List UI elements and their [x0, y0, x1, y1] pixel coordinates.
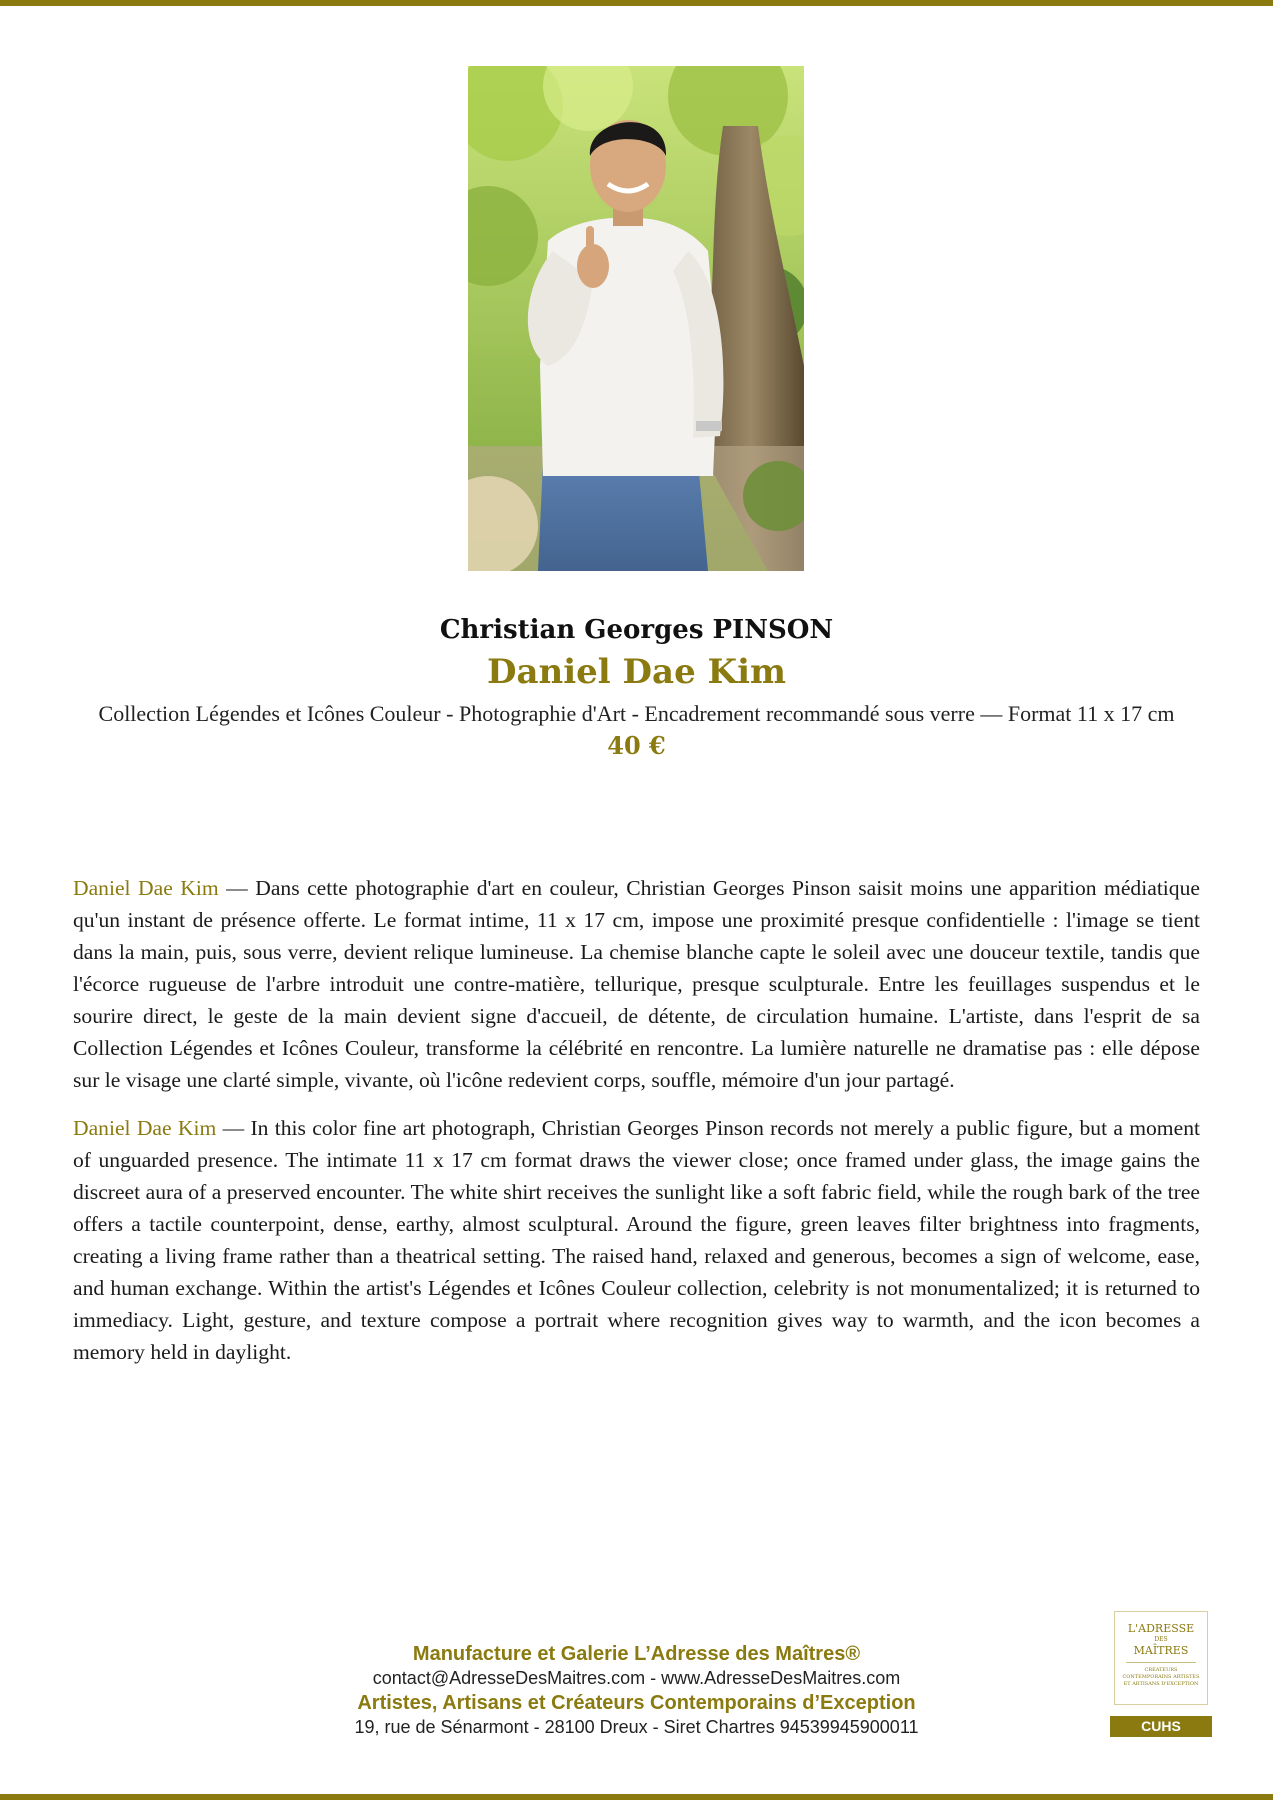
- footer-tagline: Artistes, Artisans et Créateurs Contemporains d’Exception: [357, 1692, 916, 1714]
- top-border: [0, 0, 1273, 6]
- logo-line-1: L'ADRESSE: [1127, 1622, 1195, 1635]
- footer: [240, 1641, 1033, 1739]
- logo-divider: [1126, 1662, 1196, 1663]
- artwork-photo: [468, 66, 804, 571]
- logo-badge: CUHS: [1110, 1716, 1212, 1737]
- footer-gallery-name: Manufacture et Galerie L’Adresse des Maîtres®: [412, 1643, 861, 1665]
- artwork-header: [60, 612, 1213, 762]
- artwork-title: Daniel Dae Kim: [487, 652, 786, 692]
- footer-contact[interactable]: contact@AdresseDesMaitres.com - www.AdresseDesMaitres.com: [372, 1668, 901, 1688]
- artist-name: Christian Georges PINSON: [439, 615, 834, 645]
- bottom-border: [0, 1794, 1273, 1800]
- footer-address: 19, rue de Sénarmont - 28100 Dreux - Siret Chartres 94539945900011: [354, 1717, 919, 1737]
- description-english: [73, 1112, 1200, 1368]
- description: [73, 872, 1200, 1384]
- description-french-lead: Daniel Dae Kim: [73, 876, 219, 900]
- logo-line-2: DES: [1154, 1636, 1168, 1643]
- description-english-text: — In this color fine art photograph, Christian Georges Pinson records not merely a public figure, but a moment of unguarded presence. The intimate 11 x 17 cm format draws the viewer close; once framed under glass, the image gains the discreet aura of a preserved encounter. The white shirt receives the sunlight like a soft fabric field, while the rough bark of the tree offers a tactile counterpoint, dense, earthy, almost sculptural. Around the figure, green leaves filter brightness into fragments, creating a living frame rather than a theatrical setting. The raised hand, relaxed and generous, becomes a sign of welcome, ease, and human exchange. Within the artist's Légendes et Icônes Couleur collection, celebrity is not monumentalized; it is returned to immediacy. Light, gesture, and texture compose a portrait where recognition gives way to warmth, and the icon becomes a memory held in daylight.: [73, 1116, 1200, 1364]
- description-french: [73, 872, 1200, 1096]
- logo-line-4: CRÉATEURS CONTEMPORAINS ARTISTES ET ARTISANS D'EXCEPTION: [1122, 1667, 1200, 1687]
- logo-line-3: MAÎTRES: [1133, 1644, 1189, 1657]
- artwork-subtitle: Collection Légendes et Icônes Couleur - Photographie d'Art - Encadrement recommandé sous verre — Format 11 x 17 cm: [98, 701, 1175, 726]
- description-english-lead: Daniel Dae Kim: [73, 1116, 217, 1140]
- artwork-price: 40 €: [607, 731, 666, 760]
- gallery-logo: [1114, 1611, 1208, 1705]
- portrait-image: [468, 66, 804, 571]
- description-french-text: — Dans cette photographie d'art en couleur, Christian Georges Pinson saisit moins une apparition médiatique qu'un instant de présence offerte. Le format intime, 11 x 17 cm, impose une proximité presque confidentielle : l'image se tient dans la main, puis, sous verre, devient relique lumineuse. La chemise blanche capte le soleil avec une douceur textile, tandis que l'écorce rugueuse de l'arbre introduit une contre-matière, tellurique, presque sculpturale. Entre les feuillages suspendus et le sourire direct, le geste de la main devient signe d'accueil, de détente, de circulation humaine. L'artiste, dans l'esprit de sa Collection Légendes et Icônes Couleur, transforme la célébrité en rencontre. La lumière naturelle ne dramatise pas : elle dépose sur le visage une clarté simple, vivante, où l'icône redevient corps, souffle, mémoire d'un jour partagé.: [73, 876, 1200, 1092]
